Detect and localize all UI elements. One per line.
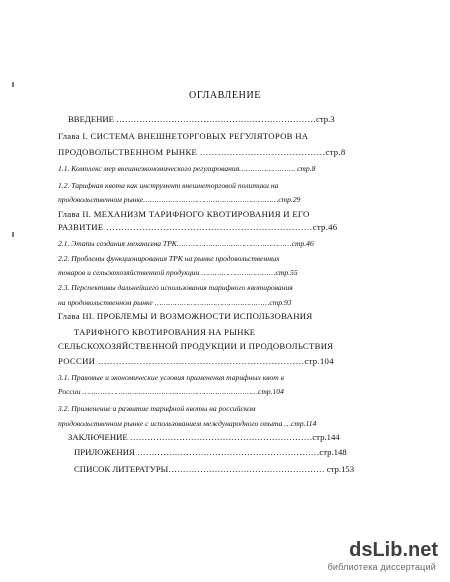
- toc-section-2-2-cont[interactable]: товаров и сельскохозяйственной продукции ……………………………стр.55: [58, 268, 298, 277]
- toc-chapter-3-heading-cont-1[interactable]: ТАРИФНОГО КВОТИРОВАНИЯ НА РЫНКЕ: [74, 327, 256, 337]
- toc-chapter-2-heading-cont[interactable]: РАЗВИТИЕ ……………………………………………………………стр.46: [58, 222, 338, 232]
- dslib-logo: [320, 538, 440, 560]
- toc-chapter-3-heading-cont-3[interactable]: РОССИИ ……………………………………………………………стр.104: [58, 356, 334, 366]
- watermark-subtitle: библиотека диссертаций: [327, 562, 436, 572]
- toc-chapter-3-heading-cont-2[interactable]: СЕЛЬСКОХОЗЯЙСТВЕННОЙ ПРОДУКЦИИ И ПРОДОВОЛЬСТВИЯ: [58, 341, 334, 351]
- toc-section-2-2[interactable]: 2.2. Проблемы функционирования ТРК на рынке продовольственных: [58, 254, 280, 263]
- toc-section-2-3-cont[interactable]: на продовольственном рынке ……………………………………………стр.93: [58, 298, 292, 307]
- toc-section-1-1[interactable]: 1.1. Комплекс мер внешнеэкономического регулирования……………………. стр.8: [58, 164, 316, 173]
- toc-section-1-2[interactable]: 1.2. Тарифная квота как инструмент внешнеторговой политики на: [58, 181, 279, 190]
- toc-section-3-1[interactable]: 3.1. Правовые и экономические условия применения тарифных квот в: [58, 373, 284, 382]
- toc-section-2-3[interactable]: 2.3. Перспективы дальнейшего использования тарифного квотирования: [58, 283, 293, 292]
- toc-entry-bibliography[interactable]: СПИСОК ЛИТЕРАТУРЫ……………………………………………… стр.153: [74, 464, 355, 474]
- toc-chapter-1-heading-cont[interactable]: ПРОДОВОЛЬСТВЕННОМ РЫНКЕ ……………………………………стр.8: [58, 147, 346, 157]
- toc-entry-conclusion[interactable]: ЗАКЛЮЧЕНИЕ ………………………………………………………стр.144: [68, 432, 340, 442]
- toc-entry-appendices[interactable]: ПРИЛОЖЕНИЯ ………………………………………………………стр.148: [74, 447, 347, 457]
- toc-title: ОГЛАВЛЕНИЕ: [189, 90, 261, 101]
- svg-text:dsLib.net: dsLib.net: [349, 539, 438, 560]
- toc-section-3-2[interactable]: 3.2. Применение и развитие тарифной квоты на российском: [58, 404, 256, 413]
- watermark: [320, 538, 440, 576]
- toc-section-3-1-cont[interactable]: России ……………………………………………………………………стр.104: [58, 387, 284, 396]
- toc-chapter-3-heading[interactable]: Глава III. ПРОБЛЕМЫ И ВОЗМОЖНОСТИ ИСПОЛЬЗОВАНИЯ: [58, 311, 313, 321]
- toc-section-3-2-cont[interactable]: продовольственном рынке с использованием международного опыта …стр.114: [58, 419, 317, 428]
- toc-entry-introduction[interactable]: ВВЕДЕНИЕ ……………………………………………………………стр.3: [68, 114, 335, 124]
- toc-chapter-2-heading[interactable]: Глава II. МЕХАНИЗМ ТАРИФНОГО КВОТИРОВАНИЯ И ЕГО: [58, 209, 310, 219]
- toc-section-1-2-cont[interactable]: продовольственном рынке……………………………………………………стр.29: [58, 195, 301, 204]
- toc-section-2-1[interactable]: 2.1. Этапы создания механизма ТРК……………………………………………стр.46: [58, 239, 314, 248]
- toc-chapter-1-heading[interactable]: Глава I. СИСТЕМА ВНЕШНЕТОРГОВЫХ РЕГУЛЯТОРОВ НА: [58, 131, 309, 141]
